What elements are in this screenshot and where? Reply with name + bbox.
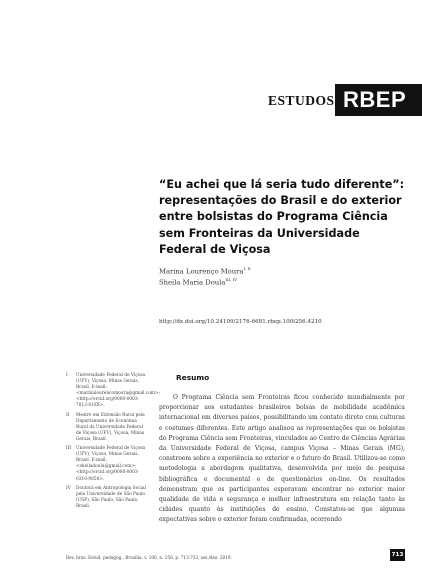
note-text: Doutora em Antropologia Social pela Universidade de São Paulo (USP), São Paulo, São Paulo, Brasil. [76, 485, 146, 509]
abstract-body: O Programa Ciência sem Fronteiras ficou conhecido mundialmente por proporcionar aos estudantes brasileiros bolsas de mobilidade acadêmica internacional em diversos países, possibilitando um contato direto com culturas e costumes diferentes. Este artigo analisou as representações que os bolsistas do Programa Ciência sem Fronteiras, vinculados ao Centro de Ciências Agrárias da Universidade Federal de Viçosa, campus Viçosa – Minas Gerais (MG), constroem sobre a experiência no exterior e o futuro do Brasil. Utilizou-se como metodologia a abordagem qualitativa, desenvolvida por meio de pesquisa bibliográfica e documental e de questionários on-line. Os resultados demonstram que os participantes esperavam encontrar no exterior maior qualidade de vida e segurança e melhor infraestrutura em relação tanto às cidades quanto às instituições de ensino. Constatou-se que algumas expectativas sobre o exterior foram confirmadas, ocorrendo [159, 394, 405, 524]
author-1 [159, 266, 251, 275]
note-mark: IV [66, 485, 71, 491]
page-number: 713 [390, 549, 405, 561]
abstract-heading: Resumo [176, 373, 210, 382]
article-title: “Eu achei que lá seria tudo diferente”: representações do Brasil e do exterior entre bolsistas do Programa Ciência sem Fronteiras da Universidade Federal de Viçosa [159, 178, 405, 256]
note-text: Mestre em Extensão Rural pela Departamento de Economia Rural da Universidade Federal de Viçosa (UFV), Viçosa, Minas Gerais, Brasil. [76, 412, 145, 442]
author-notes [66, 373, 161, 513]
note-mark: I [66, 373, 68, 378]
note-mark: III [66, 446, 72, 452]
author-note [66, 413, 148, 443]
note-text: Universidade Federal de Viçosa (UFV), Viçosa, Minas Gerais, Brasil. E-mail: <sheiladoula@gmail.com>; <http://orcid.org/0000-0003-0310-9850>. [76, 446, 146, 482]
note-mark: II [66, 412, 70, 418]
journal-logo: RBEP [335, 84, 422, 116]
author-note [66, 373, 161, 410]
footer-citation: Rev. bras. Estud. pedagog., Brasília, v. 100, n. 256, p. 713-732, set./dez. 2019. [66, 555, 232, 560]
doi-link[interactable]: http://dx.doi.org/10.24109/2176-6681.rbep.100i256.4210 [159, 319, 322, 325]
author-refs: III, IV [225, 277, 238, 282]
author-note [66, 446, 148, 483]
author-2 [159, 277, 237, 286]
author-refs: I, II [243, 266, 251, 271]
author-note [66, 486, 148, 510]
note-text: Universidade Federal de Viçosa (UFV), Viçosa, Minas Gerais, Brasil. E-mail: <marinalourencomoura@gmail.com>; <http://orcid.org/0000-0003-7812-818X>. [76, 373, 161, 409]
section-label: ESTUDOS [268, 93, 335, 108]
author-name: Marina Lourenço Moura [159, 267, 244, 276]
author-name: Sheila Maria Doula [159, 278, 226, 287]
